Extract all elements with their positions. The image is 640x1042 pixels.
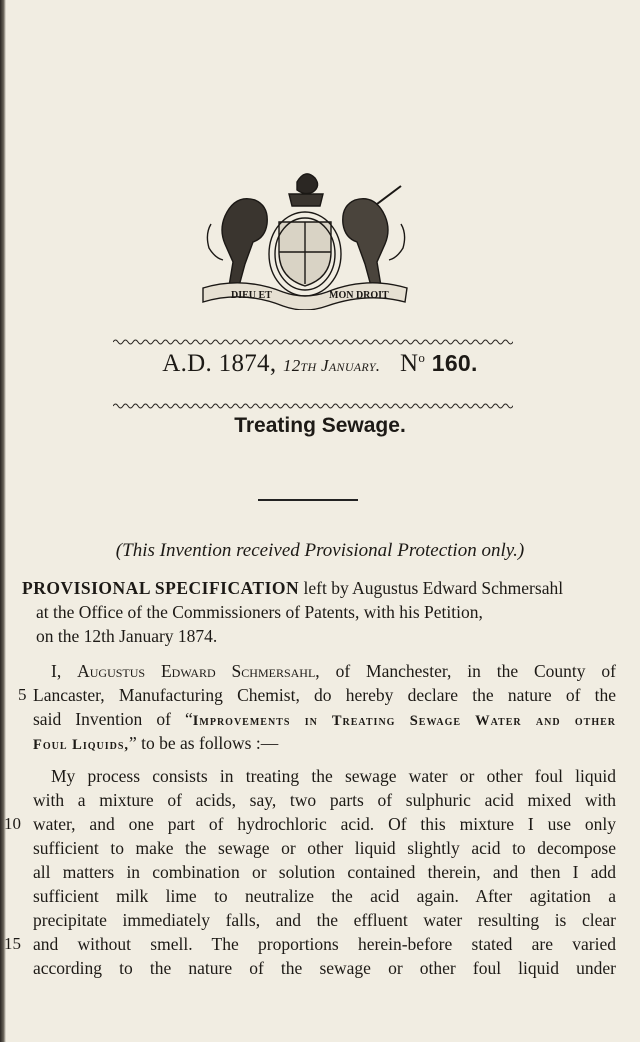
- number-mark-sup: o: [418, 350, 426, 365]
- para1-line4: Foul Liquids,” to be as follows :—: [33, 733, 279, 753]
- invention-subject: Treating Sewage.: [234, 414, 406, 437]
- line-number-5: 5: [18, 685, 27, 704]
- section-rule: [258, 499, 358, 501]
- motto-left: DIEU ET: [231, 290, 272, 301]
- filing-date: 12th January.: [282, 356, 381, 375]
- spec-lead: PROVISIONAL SPECIFICATION: [22, 578, 300, 598]
- para2-line4: sufficient to make the sewage or other liquid slightly acid to decompose: [33, 838, 616, 858]
- para1-line1: I, Augustus Edward Schmersahl, of Manchester, in the County of: [51, 661, 616, 681]
- para1-line3: said Invention of “Improvements in Treating Sewage Water and other: [33, 709, 616, 729]
- spec-line2: at the Office of the Commissioners of Patents, with his Petition,: [36, 602, 483, 622]
- spec-line3: on the 12th January 1874.: [36, 626, 218, 646]
- para2-line2: with a mixture of acids, say, two parts of sulphuric acid mixed with: [33, 790, 616, 810]
- spec-line1: left by Augustus Edward Schmersahl: [303, 578, 564, 598]
- number-mark: N: [400, 350, 419, 377]
- line-number-10: 10: [4, 814, 21, 833]
- para2-line7: precipitate immediately falls, and the effluent water resulting is clear: [33, 910, 616, 930]
- patent-number: 160.: [431, 350, 478, 376]
- para2-line8: and without smell. The proportions herein-before stated are varied: [33, 934, 616, 954]
- line-number-15: 15: [4, 934, 21, 953]
- para2-line6: sufficient milk lime to neutralize the acid again. After agitation a: [33, 886, 616, 906]
- specification-heading: [22, 576, 622, 648]
- para1-line2: Lancaster, Manufacturing Chemist, do hereby declare the nature of the: [33, 685, 616, 705]
- para2-line9: according to the nature of the sewage or other foul liquid under: [33, 958, 616, 978]
- protection-notice: (This Invention received Provisional Protection only.): [115, 540, 525, 561]
- royal-coat-of-arms: [197, 164, 413, 310]
- motto-right: MON DROIT: [329, 290, 389, 301]
- page-binding-edge: [0, 0, 6, 1042]
- filing-year: A.D. 1874,: [162, 350, 277, 377]
- wavy-rule-bottom: [113, 402, 513, 410]
- wavy-rule-top: [113, 338, 513, 346]
- para2-line1: My process consists in treating the sewage water or other foul liquid: [51, 766, 616, 786]
- filing-header: [0, 350, 640, 378]
- para2-line3: water, and one part of hydrochloric acid. Of this mixture I use only: [33, 814, 616, 834]
- para2-line5: all matters in combination or solution contained therein, and then I add: [33, 862, 616, 882]
